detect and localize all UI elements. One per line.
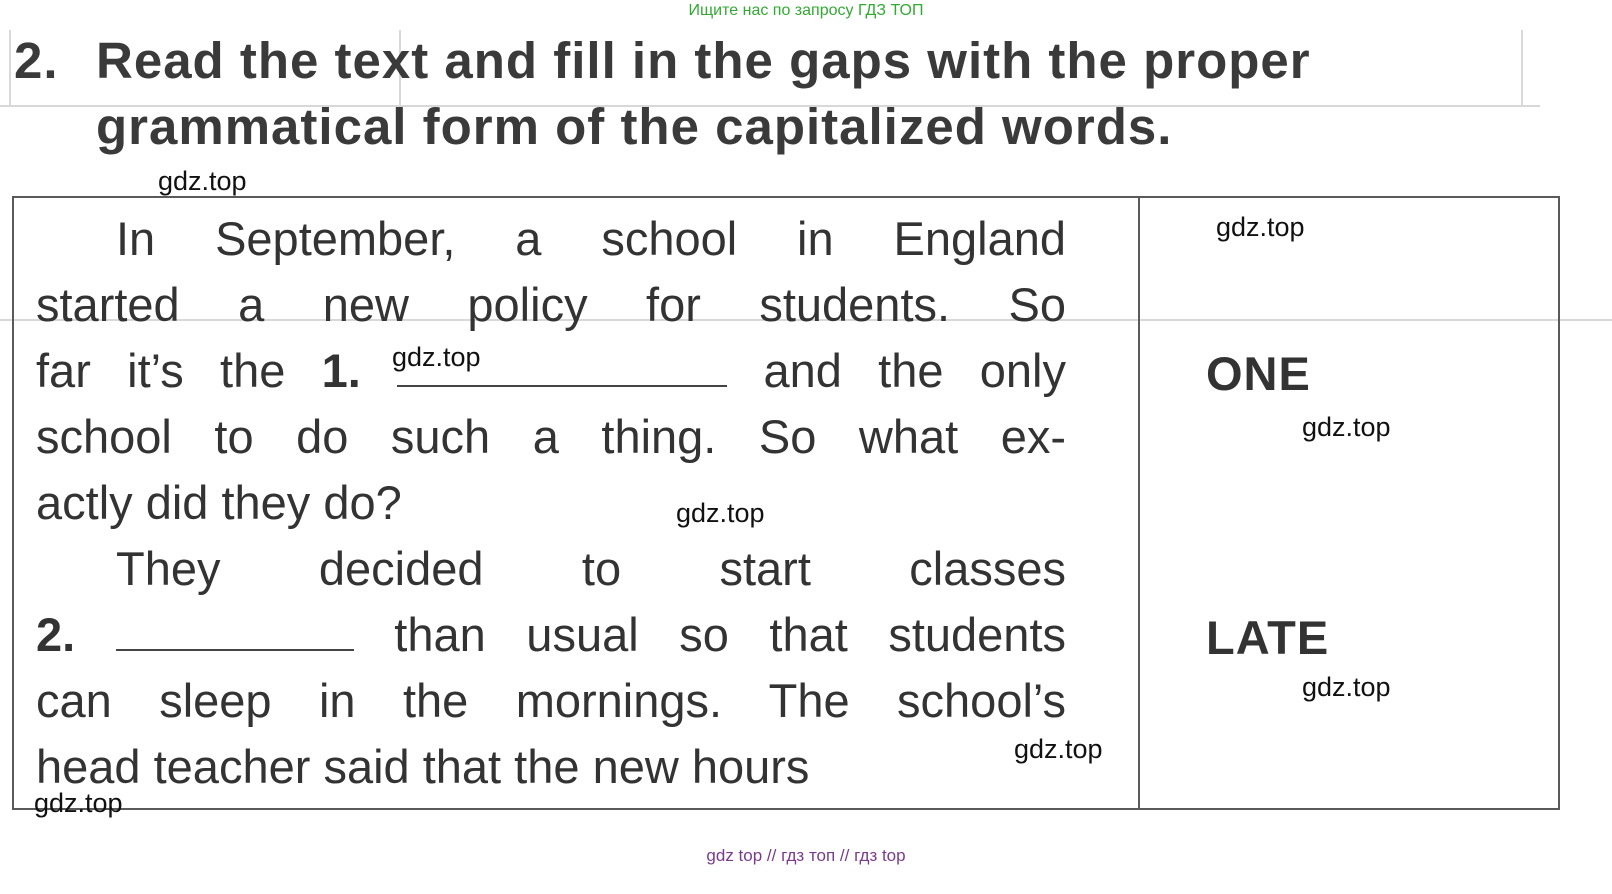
task-heading xyxy=(14,28,1594,160)
text-line: can sleep in the mornings. The school’s xyxy=(36,674,1066,727)
capitalized-word-2: LATE xyxy=(1206,611,1330,664)
gap-2-blank[interactable] xyxy=(116,637,354,651)
watermark: gdz.top xyxy=(1014,734,1103,764)
text-line: started a new policy for students. So xyxy=(36,278,1066,331)
search-banner: Ищите нас по запросу ГДЗ ТОП xyxy=(688,2,924,19)
watermark: gdz.top xyxy=(1216,212,1305,242)
gap-1-blank[interactable] xyxy=(397,373,727,387)
task-title-line2: grammatical form of the capitalized words. xyxy=(96,98,1173,155)
watermark: gdz.top xyxy=(392,342,481,372)
watermark: gdz.top xyxy=(158,166,247,196)
gap-number-1: 1. xyxy=(321,344,361,397)
watermark: gdz.top xyxy=(1302,672,1391,702)
text-line: head teacher said that the new hours xyxy=(36,740,810,793)
text-line: They decided to start classes xyxy=(116,542,1066,595)
watermark: gdz.top xyxy=(676,498,765,528)
text-line: actly did they do? xyxy=(36,476,402,529)
gap-number-2: 2. xyxy=(36,608,76,661)
text-line: school to do such a thing. So what ex- xyxy=(36,410,1066,463)
text-line-gap-1: far it’s the 1. and the only xyxy=(36,344,1067,397)
task-number: 2. xyxy=(14,32,59,89)
watermark: gdz.top xyxy=(1302,412,1391,442)
text-line-gap-2: 2. than usual so that students xyxy=(36,608,1066,661)
column-divider xyxy=(1138,196,1140,810)
text-line: In September, a school in England xyxy=(116,212,1066,265)
footer-links: gdz top // гдз топ // гдз top xyxy=(706,846,906,865)
watermark: gdz.top xyxy=(34,788,123,818)
task-title-line1: Read the text and fill in the gaps with the proper xyxy=(96,32,1311,89)
exercise-text xyxy=(36,206,1066,800)
capitalized-word-1: ONE xyxy=(1206,347,1311,400)
